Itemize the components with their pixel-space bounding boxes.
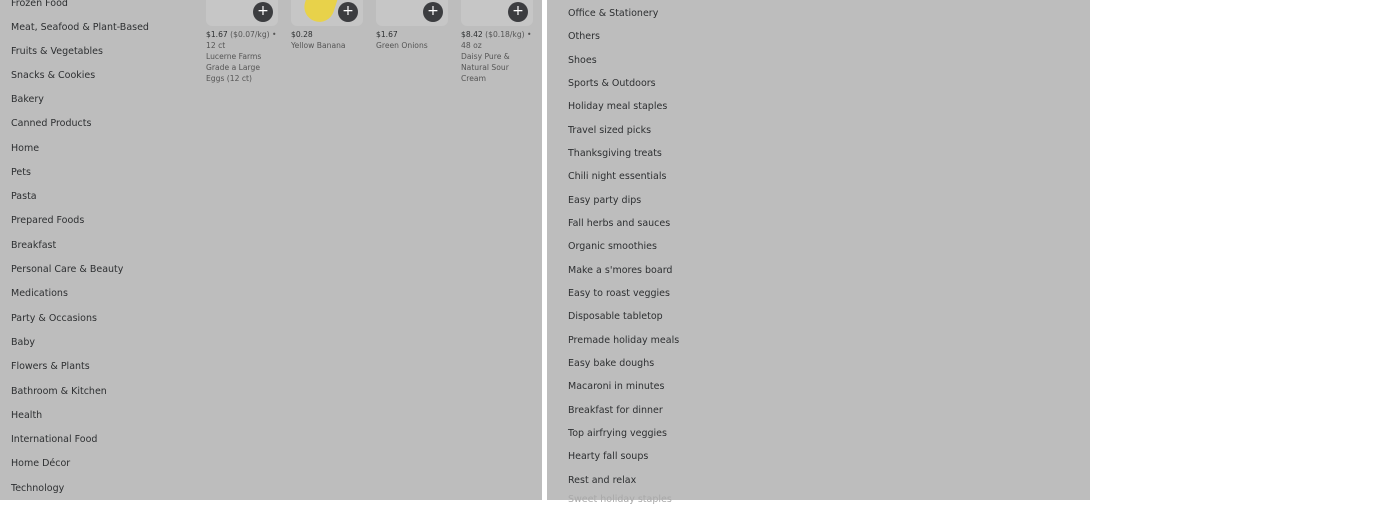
category-item-health[interactable]: Health (11, 410, 43, 421)
product-info (206, 29, 280, 84)
product-unit: ($0.18/kg) • 48 oz (461, 30, 532, 50)
category-item-baby[interactable]: Baby (11, 337, 35, 348)
category-item-flowers-plants[interactable]: Flowers & Plants (11, 361, 90, 372)
department-item-roast-veggies[interactable]: Easy to roast veggies (568, 288, 670, 299)
category-item-breakfast[interactable]: Breakfast (11, 240, 57, 251)
add-to-cart-button[interactable]: + (423, 2, 443, 22)
category-item-personal-care[interactable]: Personal Care & Beauty (11, 264, 124, 275)
product-info (291, 29, 365, 51)
department-item-easy-bake-doughs[interactable]: Easy bake doughs (568, 358, 655, 369)
department-item-macaroni[interactable]: Macaroni in minutes (568, 381, 665, 392)
product-carousel (206, 0, 542, 100)
department-item-fall-herbs[interactable]: Fall herbs and sauces (568, 218, 671, 229)
product-info (376, 29, 450, 51)
category-item-home[interactable]: Home (11, 143, 40, 154)
department-item-rest-and-relax[interactable]: Rest and relax (568, 475, 637, 486)
category-item-fruits-vegetables[interactable]: Fruits & Vegetables (11, 46, 103, 57)
department-item-premade-holiday-meals[interactable]: Premade holiday meals (568, 335, 680, 346)
product-name: Lucerne Farms Grade a Large Eggs (12 ct) (206, 52, 262, 83)
department-item-travel-sized-picks[interactable]: Travel sized picks (568, 125, 652, 136)
product-unit: ($0.07/kg) • 12 ct (206, 30, 277, 50)
product-price: $0.28 (291, 30, 313, 39)
add-to-cart-button[interactable]: + (508, 2, 528, 22)
category-item-frozen-food[interactable]: Frozen Food (11, 0, 68, 9)
category-item-medications[interactable]: Medications (11, 288, 68, 299)
category-item-international-food[interactable]: International Food (11, 434, 98, 445)
product-name: Green Onions (376, 41, 428, 50)
product-name: Daisy Pure & Natural Sour Cream (461, 52, 510, 83)
category-item-snacks-cookies[interactable]: Snacks & Cookies (11, 70, 96, 81)
department-item-chili-night[interactable]: Chili night essentials (568, 171, 667, 182)
category-item-pets[interactable]: Pets (11, 167, 31, 178)
department-item-holiday-meal-staples[interactable]: Holiday meal staples (568, 101, 668, 112)
department-item-shoes[interactable]: Shoes (568, 55, 597, 66)
add-to-cart-button[interactable]: + (253, 2, 273, 22)
category-item-bakery[interactable]: Bakery (11, 94, 44, 105)
department-item-hearty-fall-soups[interactable]: Hearty fall soups (568, 451, 649, 462)
category-item-technology[interactable]: Technology (11, 483, 65, 494)
department-item-sweet-holiday-staples[interactable]: Sweet holiday staples (568, 494, 672, 505)
product-info (461, 29, 535, 84)
department-item-organic-smoothies[interactable]: Organic smoothies (568, 241, 657, 252)
add-to-cart-button[interactable]: + (338, 2, 358, 22)
department-item-airfrying-veggies[interactable]: Top airfrying veggies (568, 428, 667, 439)
department-item-party-dips[interactable]: Easy party dips (568, 195, 642, 206)
product-price: $8.42 (461, 30, 483, 39)
product-price: $1.67 (206, 30, 228, 39)
category-item-party-occasions[interactable]: Party & Occasions (11, 313, 97, 324)
department-item-thanksgiving-treats[interactable]: Thanksgiving treats (568, 148, 662, 159)
category-item-pasta[interactable]: Pasta (11, 191, 37, 202)
category-item-prepared-foods[interactable]: Prepared Foods (11, 215, 85, 226)
category-item-canned-products[interactable]: Canned Products (11, 118, 92, 129)
category-item-home-decor[interactable]: Home Décor (11, 458, 71, 469)
product-price: $1.67 (376, 30, 398, 39)
banana-image (300, 0, 339, 26)
product-name: Yellow Banana (291, 41, 346, 50)
department-item-smores-board[interactable]: Make a s'mores board (568, 265, 673, 276)
category-item-bathroom-kitchen[interactable]: Bathroom & Kitchen (11, 386, 107, 397)
department-item-disposable-tabletop[interactable]: Disposable tabletop (568, 311, 663, 322)
department-item-office-stationery[interactable]: Office & Stationery (568, 8, 659, 19)
department-item-sports-outdoors[interactable]: Sports & Outdoors (568, 78, 656, 89)
category-item-meat-seafood[interactable]: Meat, Seafood & Plant-Based (11, 22, 149, 33)
department-item-others[interactable]: Others (568, 31, 600, 42)
panel-divider (542, 0, 547, 500)
department-item-breakfast-for-dinner[interactable]: Breakfast for dinner (568, 405, 663, 416)
